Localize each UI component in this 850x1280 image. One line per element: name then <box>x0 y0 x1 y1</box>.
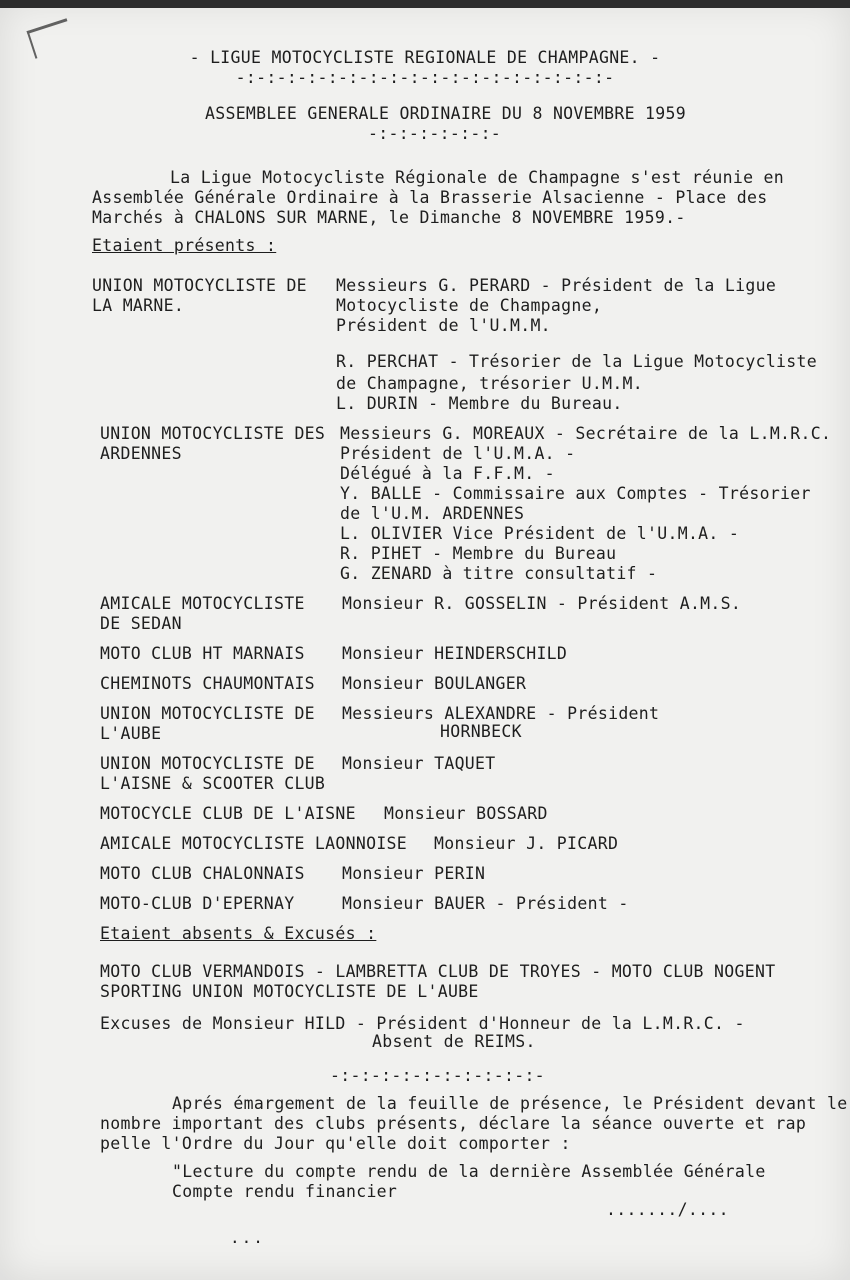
member-line: Monsieur TAQUET <box>342 754 496 773</box>
member-line: Président de l'U.M.M. <box>336 316 551 335</box>
member-line: R. PIHET - Membre du Bureau <box>340 544 617 563</box>
agenda-line: "Lecture du compte rendu de la dernière Assemblée Générale <box>172 1162 766 1181</box>
club-name: LA MARNE. <box>92 296 185 315</box>
member-line: Monsieur BAUER - Président - <box>342 894 629 913</box>
member-line: Monsieur HEINDERSCHILD <box>342 644 568 663</box>
intro-line: La Ligue Motocycliste Régionale de Champagne s'est réunie en <box>170 168 785 187</box>
member-line: Délégué à la F.F.M. - <box>340 464 555 483</box>
member-line: HORNBECK <box>440 722 522 741</box>
league-title: - LIGUE MOTOCYCLISTE REGIONALE DE CHAMPAGNE. - <box>189 48 661 67</box>
assembly-rule: -:-:-:-:-:-:- <box>368 124 502 143</box>
excuse-line: Absent de REIMS. <box>372 1032 536 1051</box>
club-name: AMICALE MOTOCYCLISTE LAONNOISE <box>100 834 408 853</box>
member-line: Monsieur BOULANGER <box>342 674 527 693</box>
club-name: ARDENNES <box>100 444 182 463</box>
club-name: UNION MOTOCYCLISTE DES <box>100 424 326 443</box>
opening-line: Aprés émargement de la feuille de présence, le Président devant le <box>172 1094 848 1113</box>
member-line: Messieurs G. MOREAUX - Secrétaire de la L.M.R.C. <box>340 424 832 443</box>
club-name: UNION MOTOCYCLISTE DE <box>100 704 315 723</box>
intro-line: Assemblée Générale Ordinaire à la Brasserie Alsacienne - Place des <box>92 188 768 207</box>
club-name: L'AISNE & SCOOTER CLUB <box>100 774 326 793</box>
member-line: Président de l'U.M.A. - <box>340 444 576 463</box>
club-name: AMICALE MOTOCYCLISTE <box>100 594 305 613</box>
club-name: MOTOCYCLE CLUB DE L'AISNE <box>100 804 356 823</box>
club-name: UNION MOTOCYCLISTE DE <box>100 754 315 773</box>
agenda-line: Compte rendu financier <box>172 1182 398 1201</box>
member-line: R. PERCHAT - Trésorier de la Ligue Motocycliste <box>336 352 817 371</box>
club-name: L'AUBE <box>100 724 162 743</box>
member-line: de l'U.M. ARDENNES <box>340 504 525 523</box>
club-name: CHEMINOTS CHAUMONTAIS <box>100 674 315 693</box>
absent-line: SPORTING UNION MOTOCYCLISTE DE L'AUBE <box>100 982 479 1001</box>
header-rule: -:-:-:-:-:-:-:-:-:-:-:-:-:-:-:-:-:-:- <box>235 68 615 87</box>
assembly-title: ASSEMBLEE GENERALE ORDINAIRE DU 8 NOVEMBRE 1959 <box>205 104 686 123</box>
opening-line: pelle l'Ordre du Jour qu'elle doit comporter : <box>100 1134 571 1153</box>
opening-line: nombre important des clubs présents, déclare la séance ouverte et rap <box>100 1114 807 1133</box>
continued-mark: ......./.... <box>606 1200 729 1219</box>
member-line: Y. BALLE - Commissaire aux Comptes - Trésorier <box>340 484 811 503</box>
club-name: MOTO-CLUB D'EPERNAY <box>100 894 295 913</box>
member-line: Messieurs G. PERARD - Président de la Ligue <box>336 276 777 295</box>
absent-heading: Etaient absents & Excusés : <box>100 924 377 943</box>
bottom-dots: ... <box>230 1228 265 1247</box>
member-line: Monsieur BOSSARD <box>384 804 548 823</box>
member-line: Monsieur R. GOSSELIN - Président A.M.S. <box>342 594 742 613</box>
club-name: MOTO CLUB HT MARNAIS <box>100 644 305 663</box>
member-line: de Champagne, trésorier U.M.M. <box>336 374 644 393</box>
member-line: Motocycliste de Champagne, <box>336 296 603 315</box>
member-line: Monsieur J. PICARD <box>434 834 619 853</box>
club-name: MOTO CLUB CHALONNAIS <box>100 864 305 883</box>
member-line: Monsieur PERIN <box>342 864 486 883</box>
club-name: UNION MOTOCYCLISTE DE <box>92 276 307 295</box>
club-name: DE SEDAN <box>100 614 182 633</box>
member-line: Messieurs ALEXANDRE - Président <box>342 704 660 723</box>
intro-line: Marchés à CHALONS SUR MARNE, le Dimanche 8 NOVEMBRE 1959.- <box>92 208 686 227</box>
member-line: L. OLIVIER Vice Président de l'U.M.A. - <box>340 524 740 543</box>
scan-top-edge <box>0 0 850 8</box>
section-rule: -:-:-:-:-:-:-:-:-:-:- <box>330 1066 545 1085</box>
excuse-line: Excuses de Monsieur HILD - Président d'Honneur de la L.M.R.C. - <box>100 1014 745 1033</box>
present-heading: Etaient présents : <box>92 236 277 255</box>
member-line: G. ZENARD à titre consultatif - <box>340 564 658 583</box>
absent-line: MOTO CLUB VERMANDOIS - LAMBRETTA CLUB DE TROYES - MOTO CLUB NOGENT <box>100 962 776 981</box>
member-line: L. DURIN - Membre du Bureau. <box>336 394 623 413</box>
